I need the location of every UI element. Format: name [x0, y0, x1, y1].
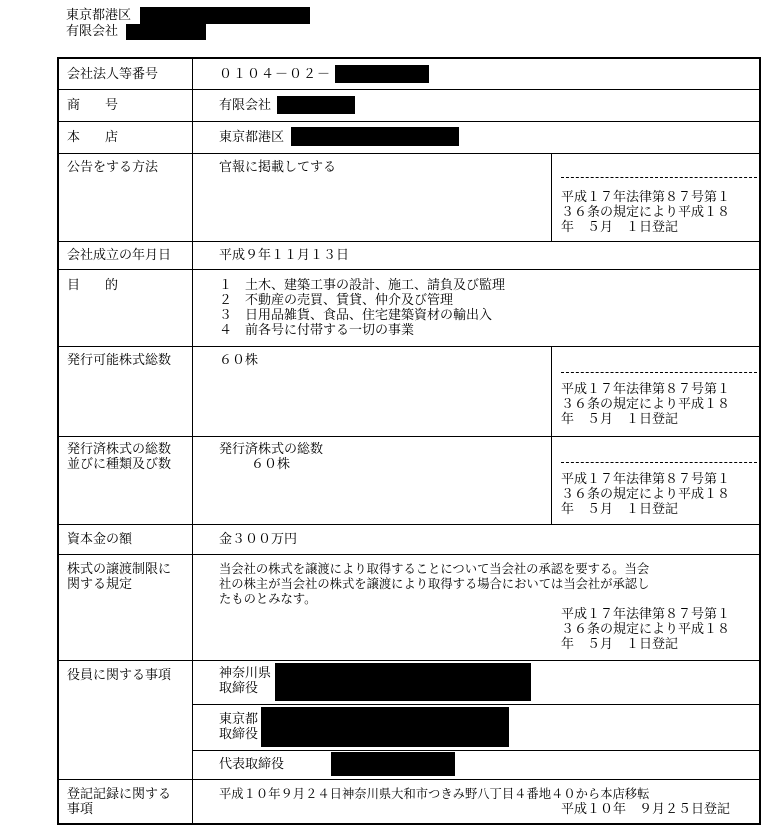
officer-title: 取締役: [219, 681, 259, 696]
officer-title: 代表取締役: [219, 757, 285, 772]
note-line: ３６条の規定により平成１８: [561, 397, 731, 412]
value-issued-shares: ６０株: [251, 457, 291, 472]
row-divider: [59, 89, 759, 90]
label-established: 会社成立の年月日: [67, 248, 172, 263]
redaction-block: [331, 752, 455, 776]
value-registry-record: 平成１０年９月２４日神奈川県大和市つきみ野八丁目４番地４０から本店移転: [219, 787, 650, 801]
note-line: 年 ５月 １日登記: [561, 220, 679, 235]
value-established: 平成９年１１月１３日: [219, 248, 350, 263]
transfer-text-line: 社の株主が当会社の株式を譲渡により取得する場合においては当会社が承認し: [219, 577, 650, 591]
note-line: 平成１７年法律第８７号第１: [561, 607, 731, 622]
header-address: 東京都港区: [66, 8, 132, 23]
row-divider: [59, 346, 759, 347]
label-registry-record: 事項: [67, 802, 94, 817]
value-head-office: 東京都港区: [219, 130, 285, 145]
note-line: ３６条の規定により平成１８: [561, 205, 731, 220]
note-line: ３６条の規定により平成１８: [561, 622, 731, 637]
redaction-block: [261, 707, 509, 747]
row-divider: [59, 436, 759, 437]
underline-dashed: [561, 462, 757, 463]
value-trade-name: 有限会社: [219, 98, 272, 113]
redaction-block: [277, 96, 355, 114]
row-divider: [59, 269, 759, 270]
row-divider: [59, 554, 759, 555]
note-column-divider: [551, 346, 552, 436]
registry-date: 平成１０年 ９月２５日登記: [561, 802, 731, 817]
value-capital: 金３００万円: [219, 532, 298, 547]
note-line: 平成１７年法律第８７号第１: [561, 472, 731, 487]
label-column-divider: [192, 59, 193, 825]
purpose-item: ３ 日用品雑貨、食品、住宅建築資材の輸出入: [219, 308, 493, 323]
note-column-divider: [551, 153, 552, 241]
row-divider: [59, 660, 759, 661]
label-purpose: 目 的: [67, 278, 125, 293]
label-corp-number: 会社法人等番号: [67, 67, 159, 82]
transfer-text-line: 当会社の株式を譲渡により取得することについて当会社の承認を要する。当会: [219, 562, 650, 576]
row-divider: [59, 153, 759, 154]
purpose-item: １ 土木、建築工事の設計、施工、請負及び監理: [219, 278, 506, 293]
redaction-block: [275, 663, 531, 701]
label-transfer-restriction: 株式の譲渡制限に: [67, 562, 172, 577]
row-divider: [59, 524, 759, 525]
officer-divider: [192, 750, 759, 751]
row-divider: [59, 779, 759, 780]
registry-table: [57, 57, 761, 825]
row-divider: [59, 121, 759, 122]
row-divider: [59, 241, 759, 242]
header-company: 有限会社: [66, 24, 119, 39]
officer-address: 東京都: [219, 712, 259, 727]
label-capital: 資本金の額: [67, 532, 133, 547]
purpose-item: ２ 不動産の売買、賃貸、仲介及び管理: [219, 293, 454, 308]
label-authorized-shares: 発行可能株式総数: [67, 353, 172, 368]
officer-address: 神奈川県: [219, 666, 272, 681]
redaction-block: [291, 127, 459, 146]
label-public-notice: 公告をする方法: [67, 160, 159, 175]
redaction-block: [140, 7, 310, 24]
label-trade-name: 商 号: [67, 98, 125, 113]
officer-title: 取締役: [219, 727, 259, 742]
underline-dashed: [561, 177, 757, 178]
value-corp-number: ０１０４－０２－: [219, 67, 332, 82]
label-officers: 役員に関する事項: [67, 668, 172, 683]
note-line: 平成１７年法律第８７号第１: [561, 382, 731, 397]
label-issued-shares: 発行済株式の総数: [67, 442, 172, 457]
redaction-block: [126, 24, 206, 40]
redaction-block: [335, 65, 429, 83]
note-line: 年 ５月 １日登記: [561, 637, 679, 652]
label-issued-shares: 並びに種類及び数: [67, 457, 172, 472]
value-public-notice: 官報に掲載してする: [219, 160, 337, 175]
note-line: 年 ５月 １日登記: [561, 502, 679, 517]
label-transfer-restriction: 関する規定: [67, 577, 133, 592]
note-line: 年 ５月 １日登記: [561, 412, 679, 427]
note-line: 平成１７年法律第８７号第１: [561, 190, 731, 205]
transfer-text-line: たものとみなす。: [219, 592, 317, 606]
value-issued-shares-title: 発行済株式の総数: [219, 442, 324, 457]
note-column-divider: [551, 436, 552, 524]
label-head-office: 本 店: [67, 130, 125, 145]
purpose-item: ４ 前各号に付帯する一切の事業: [219, 323, 415, 338]
officer-divider: [192, 704, 759, 705]
note-line: ３６条の規定により平成１８: [561, 487, 731, 502]
label-registry-record: 登記記録に関する: [67, 787, 172, 802]
underline-dashed: [561, 372, 757, 373]
value-authorized-shares: ６０株: [219, 353, 259, 368]
